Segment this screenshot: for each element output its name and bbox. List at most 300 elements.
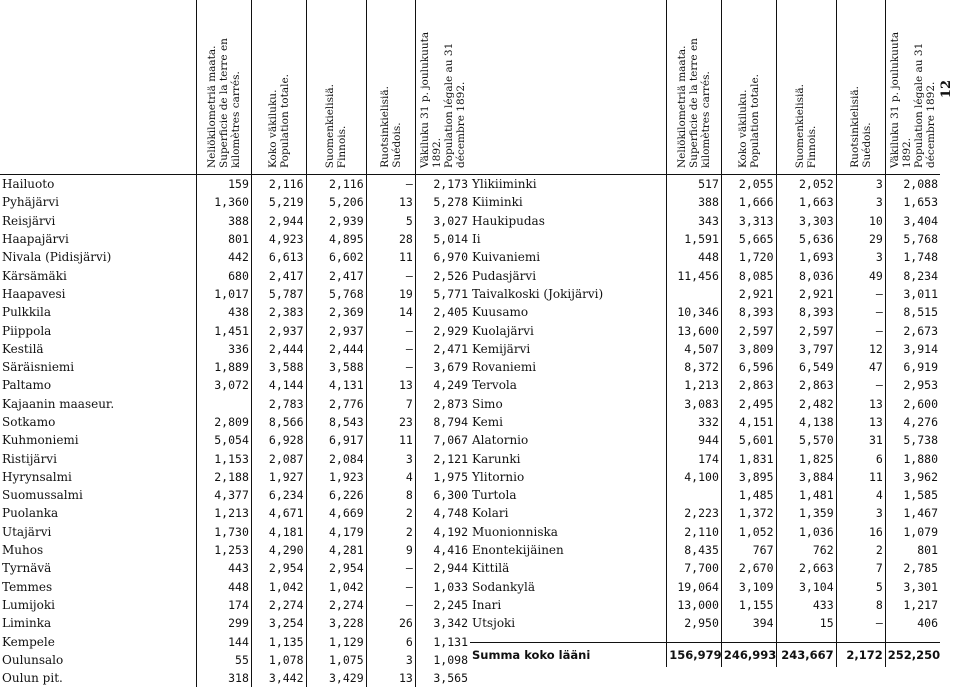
municipality-name: Sodankylä — [470, 578, 667, 596]
total-population-1890: 246,993 — [721, 643, 776, 668]
table-row — [0, 175, 470, 194]
swedish-cell: 6 — [836, 449, 885, 467]
table-row — [470, 523, 940, 541]
total-1890-cell: 8,085 — [721, 266, 776, 284]
swedish-cell: 2 — [366, 504, 415, 522]
header-total: Koko väkiluku. Population totale. — [251, 0, 306, 175]
population-1892-cell: 2,785 — [885, 559, 940, 577]
header-total: Koko väkiluku. Population totale. — [721, 0, 776, 175]
spacer-cell — [667, 632, 722, 643]
total-1890-cell: 4,151 — [721, 413, 776, 431]
municipality-name: Tervola — [470, 376, 667, 394]
finnish-cell: 3,588 — [306, 358, 366, 376]
table-row — [0, 486, 470, 504]
table-row — [0, 413, 470, 431]
page-number: 12 — [939, 80, 954, 98]
swedish-cell: 3 — [836, 193, 885, 211]
population-1892-cell: 4,416 — [415, 541, 470, 559]
total-1890-cell: 3,313 — [721, 212, 776, 230]
municipality-name: Ristijärvi — [0, 449, 197, 467]
population-1892-cell: 3,027 — [415, 212, 470, 230]
table-row — [470, 541, 940, 559]
table-row — [470, 395, 940, 413]
total-1890-cell: 2,954 — [251, 559, 306, 577]
table-left-half — [0, 0, 470, 614]
table-row — [0, 266, 470, 284]
area-cell: 448 — [197, 578, 252, 596]
municipality-name: Utsjoki — [470, 614, 667, 632]
swedish-cell: 13 — [836, 395, 885, 413]
swedish-cell: 12 — [836, 340, 885, 358]
table-row — [470, 212, 940, 230]
area-cell: 1,360 — [197, 193, 252, 211]
municipality-name: Kestilä — [0, 340, 197, 358]
population-1892-cell: 406 — [885, 614, 940, 632]
header-name-blank — [470, 0, 667, 175]
swedish-cell: — — [366, 175, 415, 194]
finnish-cell: 15 — [776, 614, 836, 632]
municipality-name: Kempele — [0, 632, 197, 650]
area-cell: 3,072 — [197, 376, 252, 394]
swedish-cell: 28 — [366, 230, 415, 248]
table-row — [470, 614, 940, 632]
total-1890-cell: 5,665 — [721, 230, 776, 248]
municipality-name: Pudasjärvi — [470, 266, 667, 284]
swedish-cell: 49 — [836, 266, 885, 284]
table-row — [470, 230, 940, 248]
header-pop1892: Väkiluku 31 p. joulukuuta 1892. Population légale au 31 décembre 1892. — [885, 0, 940, 175]
total-1890-cell: 1,052 — [721, 523, 776, 541]
population-1892-cell: 8,515 — [885, 303, 940, 321]
finnish-cell: 1,359 — [776, 504, 836, 522]
table-row — [0, 578, 470, 596]
swedish-cell: 2 — [836, 541, 885, 559]
finnish-cell: 3,303 — [776, 212, 836, 230]
header-finnish: Suomenkielisiä. Finnois. — [776, 0, 836, 175]
total-1890-cell: 3,109 — [721, 578, 776, 596]
table-row — [470, 376, 940, 394]
municipality-name: Sotkamo — [0, 413, 197, 431]
area-cell: 2,110 — [667, 523, 722, 541]
population-1892-cell: 3,301 — [885, 578, 940, 596]
spacer-cell — [836, 632, 885, 643]
area-cell: 1,017 — [197, 285, 252, 303]
total-1890-cell: 3,442 — [251, 669, 306, 687]
finnish-cell: 2,954 — [306, 559, 366, 577]
total-1890-cell: 1,135 — [251, 632, 306, 650]
total-area: 156,979 — [667, 643, 722, 668]
municipality-name: Hyrynsalmi — [0, 468, 197, 486]
municipality-name: Haukipudas — [470, 212, 667, 230]
municipality-name: Tyrnävä — [0, 559, 197, 577]
total-finnish: 243,667 — [776, 643, 836, 668]
municipality-name: Paltamo — [0, 376, 197, 394]
total-1890-cell: 6,234 — [251, 486, 306, 504]
total-label: Summa koko lääni — [470, 643, 667, 668]
area-cell: 1,153 — [197, 449, 252, 467]
municipality-name: Lumijoki — [0, 596, 197, 614]
total-1890-cell: 1,666 — [721, 193, 776, 211]
swedish-cell: 3 — [366, 651, 415, 669]
area-cell: 448 — [667, 248, 722, 266]
municipality-name: Kärsämäki — [0, 266, 197, 284]
swedish-cell: 16 — [836, 523, 885, 541]
municipality-name: Kemijärvi — [470, 340, 667, 358]
total-row — [470, 643, 940, 668]
table-row — [470, 578, 940, 596]
population-1892-cell: 6,300 — [415, 486, 470, 504]
population-1892-cell: 1,748 — [885, 248, 940, 266]
area-cell: 1,889 — [197, 358, 252, 376]
population-1892-cell: 1,098 — [415, 651, 470, 669]
area-cell: 2,223 — [667, 504, 722, 522]
total-1890-cell: 5,601 — [721, 431, 776, 449]
municipality-name: Säräisniemi — [0, 358, 197, 376]
swedish-cell: 6 — [366, 632, 415, 650]
population-1892-cell: 2,873 — [415, 395, 470, 413]
population-1892-cell: 6,970 — [415, 248, 470, 266]
area-cell: 336 — [197, 340, 252, 358]
finnish-cell: 2,939 — [306, 212, 366, 230]
total-1890-cell: 2,937 — [251, 321, 306, 339]
area-cell: 1,253 — [197, 541, 252, 559]
area-cell: 443 — [197, 559, 252, 577]
total-1890-cell: 394 — [721, 614, 776, 632]
population-1892-cell: 3,011 — [885, 285, 940, 303]
total-1890-cell: 2,495 — [721, 395, 776, 413]
spacer-row — [470, 632, 940, 643]
total-1890-cell: 1,078 — [251, 651, 306, 669]
swedish-cell: 8 — [836, 596, 885, 614]
table-row — [0, 193, 470, 211]
total-1890-cell: 2,383 — [251, 303, 306, 321]
table-row — [470, 175, 940, 194]
population-1892-cell: 2,929 — [415, 321, 470, 339]
population-1892-cell: 2,245 — [415, 596, 470, 614]
population-1892-cell: 3,679 — [415, 358, 470, 376]
total-1890-cell: 4,671 — [251, 504, 306, 522]
population-1892-cell: 5,768 — [885, 230, 940, 248]
area-cell: 1,213 — [197, 504, 252, 522]
finnish-cell: 3,884 — [776, 468, 836, 486]
table-row — [0, 230, 470, 248]
total-1890-cell: 2,087 — [251, 449, 306, 467]
area-cell: 2,950 — [667, 614, 722, 632]
population-1892-cell: 7,067 — [415, 431, 470, 449]
municipality-name: Kuusamo — [470, 303, 667, 321]
finnish-cell: 2,921 — [776, 285, 836, 303]
municipality-name: Puolanka — [0, 504, 197, 522]
table-row — [0, 248, 470, 266]
municipality-name: Kuivaniemi — [470, 248, 667, 266]
total-1890-cell: 6,613 — [251, 248, 306, 266]
population-1892-cell: 1,467 — [885, 504, 940, 522]
total-1890-cell: 8,393 — [721, 303, 776, 321]
municipality-name: Haapavesi — [0, 285, 197, 303]
table-row — [0, 449, 470, 467]
left-table-body — [0, 175, 470, 687]
municipality-name: Suomussalmi — [0, 486, 197, 504]
table-row — [0, 504, 470, 522]
municipality-name: Piippola — [0, 321, 197, 339]
swedish-cell: 13 — [366, 669, 415, 687]
table-row — [0, 340, 470, 358]
table-row — [0, 669, 470, 687]
population-table-right — [470, 0, 940, 667]
total-population-1892: 252,250 — [885, 643, 940, 668]
municipality-name: Pyhäjärvi — [0, 193, 197, 211]
header-swedish: Ruotsinkielisiä. Suédois. — [366, 0, 415, 175]
population-1892-cell: 2,471 — [415, 340, 470, 358]
swedish-cell: — — [366, 321, 415, 339]
finnish-cell: 6,917 — [306, 431, 366, 449]
finnish-cell: 1,042 — [306, 578, 366, 596]
area-cell: 318 — [197, 669, 252, 687]
swedish-cell: 7 — [836, 559, 885, 577]
municipality-name: Muhos — [0, 541, 197, 559]
municipality-name: Kuolajärvi — [470, 321, 667, 339]
population-1892-cell: 2,526 — [415, 266, 470, 284]
total-1890-cell: 4,290 — [251, 541, 306, 559]
finnish-cell: 1,923 — [306, 468, 366, 486]
area-cell: 4,100 — [667, 468, 722, 486]
area-cell: 144 — [197, 632, 252, 650]
total-1890-cell: 2,116 — [251, 175, 306, 194]
population-1892-cell: 3,914 — [885, 340, 940, 358]
total-1890-cell: 2,670 — [721, 559, 776, 577]
total-1890-cell: 1,927 — [251, 468, 306, 486]
population-1892-cell: 1,033 — [415, 578, 470, 596]
finnish-cell: 4,138 — [776, 413, 836, 431]
population-1892-cell: 2,944 — [415, 559, 470, 577]
population-1892-cell: 8,234 — [885, 266, 940, 284]
finnish-cell: 1,825 — [776, 449, 836, 467]
area-cell: 8,372 — [667, 358, 722, 376]
municipality-name: Turtola — [470, 486, 667, 504]
spacer-cell — [470, 632, 667, 643]
swedish-cell: 5 — [836, 578, 885, 596]
municipality-name: Alatornio — [470, 431, 667, 449]
table-row — [470, 449, 940, 467]
finnish-cell: 2,663 — [776, 559, 836, 577]
swedish-cell: — — [836, 376, 885, 394]
population-1892-cell: 3,404 — [885, 212, 940, 230]
swedish-cell: 31 — [836, 431, 885, 449]
area-cell: 680 — [197, 266, 252, 284]
total-1890-cell: 6,928 — [251, 431, 306, 449]
total-1890-cell: 2,444 — [251, 340, 306, 358]
municipality-name: Oulun pit. — [0, 669, 197, 687]
right-table-body — [470, 175, 940, 668]
finnish-cell: 2,052 — [776, 175, 836, 194]
swedish-cell: 47 — [836, 358, 885, 376]
total-1890-cell: 1,372 — [721, 504, 776, 522]
finnish-cell: 8,036 — [776, 266, 836, 284]
area-cell: 801 — [197, 230, 252, 248]
finnish-cell: 2,274 — [306, 596, 366, 614]
header-name-blank — [0, 0, 197, 175]
finnish-cell: 1,129 — [306, 632, 366, 650]
area-cell: 517 — [667, 175, 722, 194]
swedish-cell: 4 — [836, 486, 885, 504]
finnish-cell: 1,693 — [776, 248, 836, 266]
total-1890-cell: 767 — [721, 541, 776, 559]
swedish-cell: 5 — [366, 212, 415, 230]
finnish-cell: 4,895 — [306, 230, 366, 248]
total-1890-cell: 4,181 — [251, 523, 306, 541]
population-1892-cell: 1,585 — [885, 486, 940, 504]
municipality-name: Oulunsalo — [0, 651, 197, 669]
finnish-cell: 5,570 — [776, 431, 836, 449]
finnish-cell: 2,863 — [776, 376, 836, 394]
area-cell: 5,054 — [197, 431, 252, 449]
table-row — [470, 340, 940, 358]
population-1892-cell: 2,173 — [415, 175, 470, 194]
population-1892-cell: 5,278 — [415, 193, 470, 211]
total-1890-cell: 4,923 — [251, 230, 306, 248]
area-cell: 13,600 — [667, 321, 722, 339]
table-row — [0, 632, 470, 650]
table-row — [470, 321, 940, 339]
finnish-cell: 6,549 — [776, 358, 836, 376]
table-row — [0, 541, 470, 559]
municipality-name: Kemi — [470, 413, 667, 431]
table-row — [470, 413, 940, 431]
total-1890-cell: 3,895 — [721, 468, 776, 486]
municipality-name: Liminka — [0, 614, 197, 632]
swedish-cell: — — [366, 358, 415, 376]
table-row — [470, 596, 940, 614]
population-1892-cell: 6,919 — [885, 358, 940, 376]
header-finnish: Suomenkielisiä. Finnois. — [306, 0, 366, 175]
finnish-cell: 4,281 — [306, 541, 366, 559]
population-1892-cell: 4,192 — [415, 523, 470, 541]
area-cell: 2,809 — [197, 413, 252, 431]
header-area: Neliökilometriä maata. Superficie de la terre en kilomètres carrés. — [197, 0, 252, 175]
population-1892-cell: 1,653 — [885, 193, 940, 211]
total-1890-cell: 8,566 — [251, 413, 306, 431]
swedish-cell: 14 — [366, 303, 415, 321]
population-1892-cell: 2,600 — [885, 395, 940, 413]
population-1892-cell: 2,121 — [415, 449, 470, 467]
swedish-cell: 10 — [836, 212, 885, 230]
total-1890-cell: 6,596 — [721, 358, 776, 376]
header-row — [470, 0, 940, 175]
total-1890-cell: 3,254 — [251, 614, 306, 632]
finnish-cell: 2,937 — [306, 321, 366, 339]
finnish-cell: 3,104 — [776, 578, 836, 596]
total-1890-cell: 2,055 — [721, 175, 776, 194]
area-cell: 944 — [667, 431, 722, 449]
swedish-cell: 13 — [836, 413, 885, 431]
finnish-cell: 3,228 — [306, 614, 366, 632]
population-1892-cell: 801 — [885, 541, 940, 559]
swedish-cell: 13 — [366, 376, 415, 394]
swedish-cell: — — [836, 285, 885, 303]
table-row — [470, 266, 940, 284]
area-cell: 2,188 — [197, 468, 252, 486]
area-cell — [197, 395, 252, 413]
table-row — [470, 248, 940, 266]
area-cell: 343 — [667, 212, 722, 230]
area-cell: 1,730 — [197, 523, 252, 541]
finnish-cell: 1,075 — [306, 651, 366, 669]
swedish-cell: 23 — [366, 413, 415, 431]
finnish-cell: 2,444 — [306, 340, 366, 358]
total-swedish: 2,172 — [836, 643, 885, 668]
population-1892-cell: 4,276 — [885, 413, 940, 431]
population-1892-cell: 2,673 — [885, 321, 940, 339]
area-cell: 10,346 — [667, 303, 722, 321]
total-1890-cell: 5,787 — [251, 285, 306, 303]
municipality-name: Hailuoto — [0, 175, 197, 194]
municipality-name: Karunki — [470, 449, 667, 467]
header-swedish: Ruotsinkielisiä. Suédois. — [836, 0, 885, 175]
area-cell: 3,083 — [667, 395, 722, 413]
finnish-cell: 3,797 — [776, 340, 836, 358]
finnish-cell: 4,669 — [306, 504, 366, 522]
population-1892-cell: 3,565 — [415, 669, 470, 687]
population-1892-cell: 1,131 — [415, 632, 470, 650]
finnish-cell: 2,597 — [776, 321, 836, 339]
total-1890-cell: 2,921 — [721, 285, 776, 303]
municipality-name: Inari — [470, 596, 667, 614]
finnish-cell: 1,036 — [776, 523, 836, 541]
total-1890-cell: 2,863 — [721, 376, 776, 394]
table-row — [0, 596, 470, 614]
swedish-cell: — — [366, 266, 415, 284]
area-cell: 438 — [197, 303, 252, 321]
municipality-name: Pulkkila — [0, 303, 197, 321]
table-row — [470, 431, 940, 449]
finnish-cell: 6,226 — [306, 486, 366, 504]
finnish-cell: 4,131 — [306, 376, 366, 394]
area-cell: 55 — [197, 651, 252, 669]
area-cell: 1,213 — [667, 376, 722, 394]
table-row — [0, 468, 470, 486]
finnish-cell: 5,636 — [776, 230, 836, 248]
population-1892-cell: 8,794 — [415, 413, 470, 431]
swedish-cell: — — [366, 578, 415, 596]
swedish-cell: 9 — [366, 541, 415, 559]
swedish-cell: 11 — [366, 431, 415, 449]
finnish-cell: 5,768 — [306, 285, 366, 303]
population-1892-cell: 4,249 — [415, 376, 470, 394]
area-cell: 1,451 — [197, 321, 252, 339]
total-1890-cell: 5,219 — [251, 193, 306, 211]
population-1892-cell: 5,014 — [415, 230, 470, 248]
swedish-cell: 7 — [366, 395, 415, 413]
area-cell: 332 — [667, 413, 722, 431]
swedish-cell: 3 — [836, 504, 885, 522]
table-row — [470, 504, 940, 522]
swedish-cell: 2 — [366, 523, 415, 541]
population-1892-cell: 2,953 — [885, 376, 940, 394]
finnish-cell: 2,369 — [306, 303, 366, 321]
finnish-cell: 2,417 — [306, 266, 366, 284]
area-cell: 19,064 — [667, 578, 722, 596]
swedish-cell: 13 — [366, 193, 415, 211]
spacer-cell — [776, 632, 836, 643]
table-row — [470, 358, 940, 376]
area-cell: 174 — [197, 596, 252, 614]
municipality-name: Temmes — [0, 578, 197, 596]
swedish-cell: 26 — [366, 614, 415, 632]
municipality-name: Rovaniemi — [470, 358, 667, 376]
area-cell: 4,377 — [197, 486, 252, 504]
municipality-name: Taivalkoski (Jokijärvi) — [470, 285, 667, 303]
header-area: Neliökilometriä maata. Superficie de la terre en kilomètres carrés. — [667, 0, 722, 175]
